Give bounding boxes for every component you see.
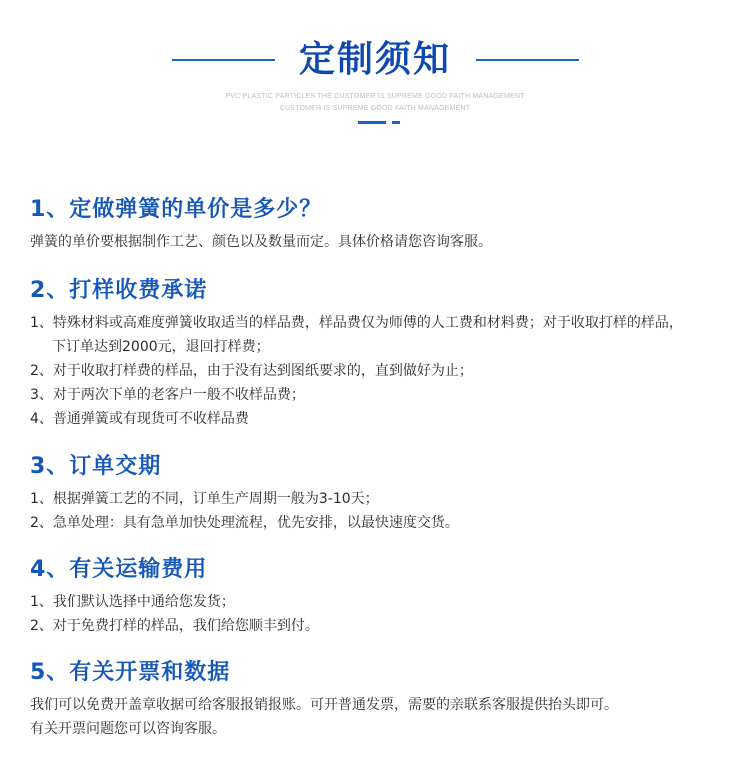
subtitle-line-2: CUSTOMER IS SUPREME GOOD FAITH MANAGEMENT (279, 105, 471, 112)
section-line: 1、特殊材料或高难度弹簧收取适当的样品费，样品费仅为师傅的人工费和材料费；对于收取打样的样品， (30, 315, 683, 331)
header (0, 0, 750, 140)
section-line: 有关开票问题您可以咨询客服。 (30, 721, 226, 737)
section-line: 我们可以免费开盖章收据可给客服报销报账。可开普通发票，需要的亲联系客服提供抬头即可。 (30, 697, 618, 713)
section-title: 5、有关开票和数据 (30, 660, 231, 685)
section-line: 2、对于免费打样的样品，我们给您顺丰到付。 (30, 618, 319, 634)
section-delivery-time (30, 453, 730, 535)
section-unit-price (30, 196, 730, 254)
section-line: 弹簧的单价要根据制作工艺、颜色以及数量而定。具体价格请您咨询客服。 (30, 234, 492, 250)
subtitle-line-1: PVC PLASTIC PARTICLES THE CUSTOMER IS SUPREME GOOD FAITH MANAGEMENT (225, 93, 525, 100)
section-title: 4、有关运输费用 (30, 557, 208, 582)
accent-dash-short (392, 121, 400, 124)
section-line: 2、对于收取打样费的样品，由于没有达到图纸要求的，直到做好为止； (30, 363, 473, 379)
page-title: 定制须知 (298, 39, 451, 80)
section-line: 下订单达到2000元，退回打样费； (52, 339, 270, 355)
section-title: 1、定做弹簧的单价是多少？ (30, 197, 323, 222)
section-title: 2、打样收费承诺 (30, 278, 208, 303)
section-line: 1、我们默认选择中通给您发货； (30, 594, 235, 610)
accent-dash-long (358, 121, 386, 124)
section-line: 4、普通弹簧或有现货可不收样品费 (30, 411, 249, 427)
section-line: 1、根据弹簧工艺的不同，订单生产周期一般为3-10天； (30, 491, 379, 507)
section-title: 3、订单交期 (30, 454, 162, 479)
section-shipping-cost (30, 556, 730, 638)
section-line: 2、急单处理：具有急单加快处理流程，优先安排，以最快速度交货。 (30, 515, 459, 531)
section-invoice (30, 659, 730, 741)
section-sample-fee (30, 277, 730, 431)
section-line: 3、对于两次下单的老客户一般不收样品费； (30, 387, 305, 403)
